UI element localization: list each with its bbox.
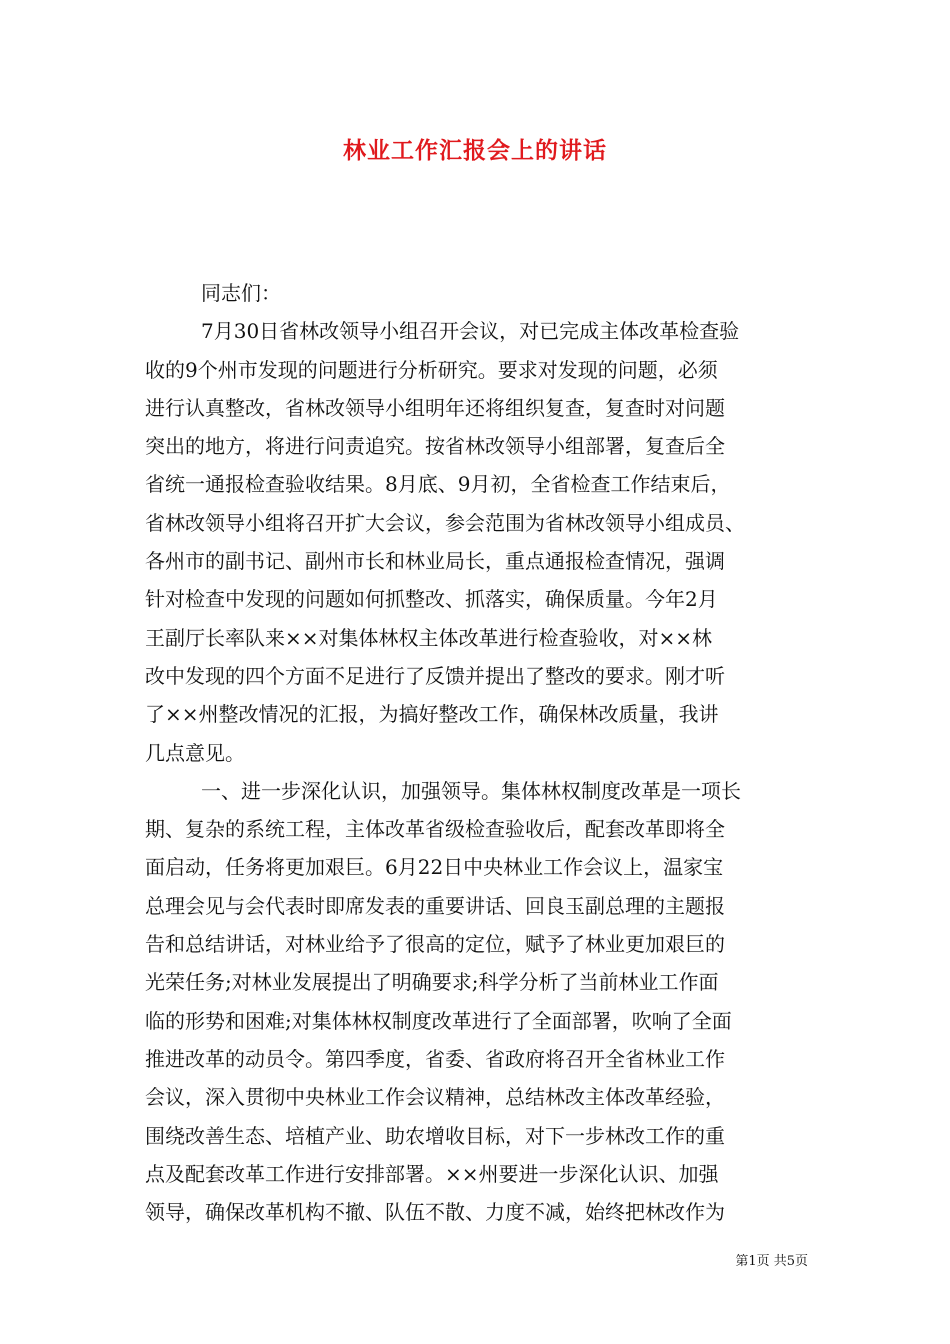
paragraph-line: 推进改革的动员令。第四季度，省委、省政府将召开全省林业工作 bbox=[145, 1046, 725, 1071]
paragraph-line: 进行认真整改，省林改领导小组明年还将组织复查，复查时对问题 bbox=[145, 395, 725, 420]
paragraph-line: 各州市的副书记、副州市长和林业局长，重点通报检查情况，强调 bbox=[145, 549, 725, 574]
paragraph-line: 面启动，任务将更加艰巨。6月22日中央林业工作会议上，温家宝 bbox=[145, 855, 724, 880]
paragraph-line: 7月30日省林改领导小组召开会议，对已完成主体改革检查验 bbox=[201, 319, 740, 344]
paragraph-line: 围绕改善生态、培植产业、助农增收目标，对下一步林改工作的重 bbox=[145, 1123, 725, 1148]
paragraph-line: 临的形势和困难;对集体林权制度改革进行了全面部署，吹响了全面 bbox=[145, 1008, 732, 1033]
paragraph-line: 会议，深入贯彻中央林业工作会议精神，总结林改主体改革经验， bbox=[145, 1085, 725, 1110]
paragraph-line: 期、复杂的系统工程，主体改革省级检查验收后，配套改革即将全 bbox=[145, 817, 725, 842]
salutation: 同志们： bbox=[201, 281, 281, 305]
paragraph-line: 突出的地方，将进行问责追究。按省林改领导小组部署，复查后全 bbox=[145, 434, 725, 459]
paragraph-line: 点及配套改革工作进行安排部署。××州要进一步深化认识、加强 bbox=[145, 1161, 719, 1186]
paragraph-line: 省统一通报检查验收结果。8月底、9月初，全省检查工作结束后， bbox=[145, 472, 731, 497]
page-number-footer: 第1页 共5页 bbox=[735, 1254, 808, 1269]
paragraph-line: 光荣任务;对林业发展提出了明确要求;科学分析了当前林业工作面 bbox=[145, 970, 719, 995]
paragraph-line: 针对检查中发现的问题如何抓整改、抓落实，确保质量。今年2月 bbox=[145, 587, 718, 612]
paragraph-line: 告和总结讲话，对林业给予了很高的定位，赋予了林业更加艰巨的 bbox=[145, 932, 725, 957]
paragraph-line: 王副厅长率队来××对集体林权主体改革进行检查验收，对××林 bbox=[145, 625, 713, 650]
paragraph-line: 改中发现的四个方面不足进行了反馈并提出了整改的要求。刚才听 bbox=[145, 663, 725, 688]
paragraph-line: 几点意见。 bbox=[145, 740, 245, 765]
paragraph-line: 领导，确保改革机构不撤、队伍不散、力度不减，始终把林改作为 bbox=[145, 1200, 725, 1225]
document-title: 林业工作汇报会上的讲话 bbox=[343, 137, 607, 164]
section-heading-line: 一、进一步深化认识，加强领导。集体林权制度改革是一项长 bbox=[201, 778, 741, 803]
paragraph-line: 总理会见与会代表时即席发表的重要讲话、回良玉副总理的主题报 bbox=[145, 893, 725, 918]
paragraph-line: 收的9个州市发现的问题进行分析研究。要求对发现的问题，必须 bbox=[145, 357, 718, 382]
paragraph-line: 了××州整改情况的汇报，为搞好整改工作，确保林改质量，我讲 bbox=[145, 702, 719, 727]
paragraph-line: 省林改领导小组将召开扩大会议，参会范围为省林改领导小组成员、 bbox=[145, 510, 745, 535]
document-body bbox=[145, 274, 813, 1231]
